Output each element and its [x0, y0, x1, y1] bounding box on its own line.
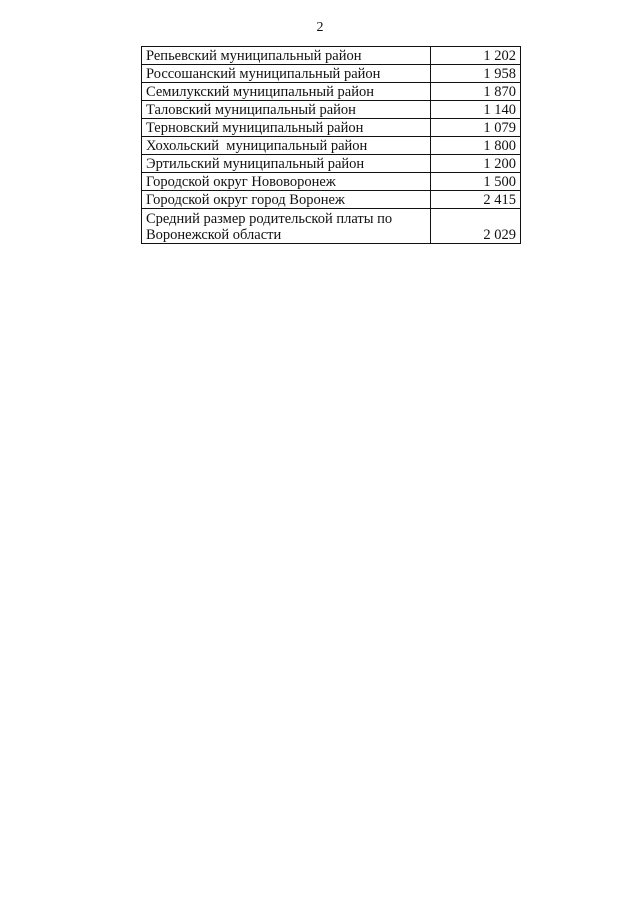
table-row	[142, 137, 521, 155]
fee-table-body	[142, 47, 521, 244]
fee-value: 1 200	[431, 155, 521, 173]
table-row	[142, 155, 521, 173]
summary-label	[142, 209, 431, 244]
summary-row	[142, 209, 521, 244]
district-name: Городской округ Нововоронеж	[142, 173, 431, 191]
district-name: Хохольский муниципальный район	[142, 137, 431, 155]
table-row	[142, 65, 521, 83]
fee-value: 1 140	[431, 101, 521, 119]
table-row	[142, 191, 521, 209]
fee-table	[141, 46, 521, 244]
table-row	[142, 173, 521, 191]
summary-value: 2 029	[431, 209, 521, 244]
page-number: 2	[316, 20, 324, 35]
district-name: Россошанский муниципальный район	[142, 65, 431, 83]
district-name: Семилукский муниципальный район	[142, 83, 431, 101]
fee-value: 2 415	[431, 191, 521, 209]
fee-value: 1 870	[431, 83, 521, 101]
fee-value: 1 079	[431, 119, 521, 137]
table-row	[142, 83, 521, 101]
district-name: Городской округ город Воронеж	[142, 191, 431, 209]
district-name: Эртильский муниципальный район	[142, 155, 431, 173]
summary-label-line2: Воронежской области	[146, 227, 282, 243]
table-row	[142, 47, 521, 65]
fee-value: 1 202	[431, 47, 521, 65]
district-name: Таловский муниципальный район	[142, 101, 431, 119]
district-name: Терновский муниципальный район	[142, 119, 431, 137]
table-row	[142, 101, 521, 119]
fee-value: 1 500	[431, 173, 521, 191]
summary-label-line1: Средний размер родительской платы по	[146, 211, 393, 227]
district-name: Репьевский муниципальный район	[142, 47, 431, 65]
fee-value: 1 958	[431, 65, 521, 83]
table-row	[142, 119, 521, 137]
fee-value: 1 800	[431, 137, 521, 155]
